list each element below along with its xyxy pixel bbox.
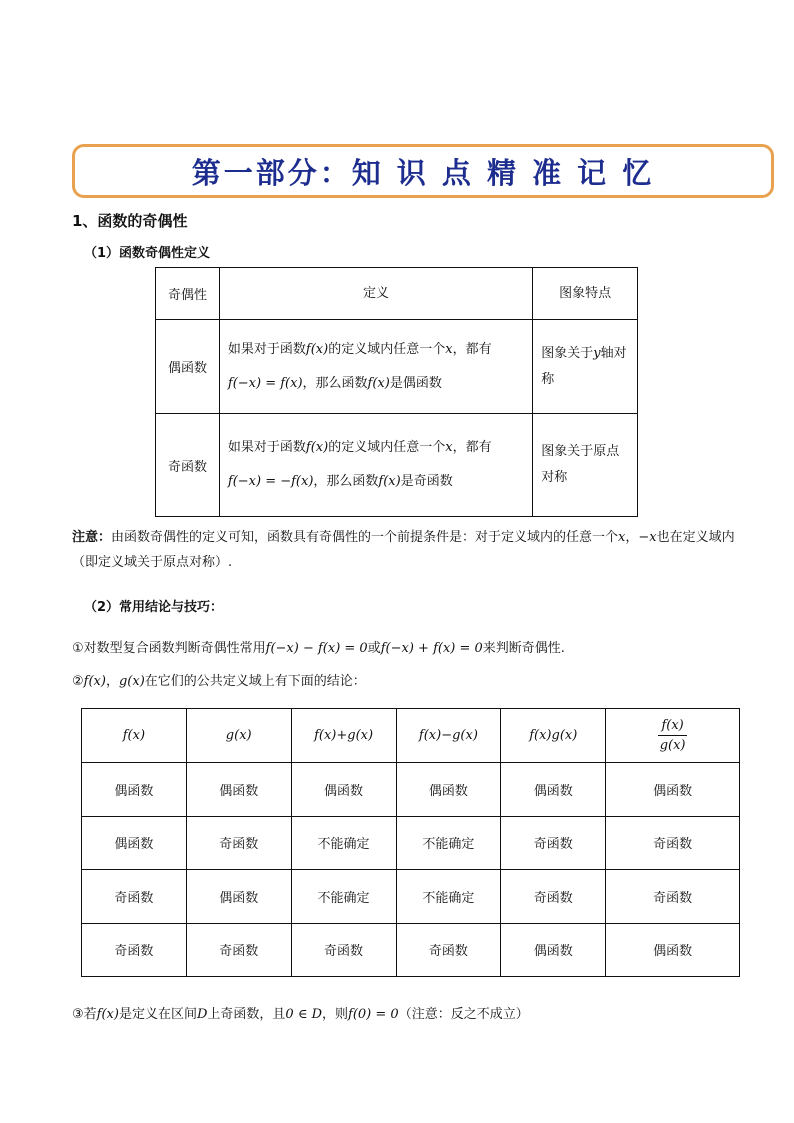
math-fx: f(x) (83, 674, 106, 689)
table-cell: 奇函数 (501, 870, 606, 924)
table-cell: 奇函数 (606, 870, 740, 924)
text: 也在定义域内（即定义域关于原点对称）. (72, 530, 735, 570)
row-name: 奇函数 (156, 414, 220, 517)
text: ， (105, 674, 119, 689)
text: ， (625, 530, 639, 545)
math-x: x (445, 440, 453, 455)
math-fx: f(x) (305, 341, 329, 357)
text: ③若 (72, 1007, 97, 1022)
table-cell: 偶函数 (82, 763, 187, 817)
text: 的定义域内任意一个 (328, 440, 446, 455)
table-cell: 不能确定 (291, 870, 396, 924)
header-cell: 图象特点 (533, 268, 638, 320)
table-cell: 偶函数 (82, 816, 187, 870)
math-fx: f(x) (305, 440, 329, 455)
feature-cell (533, 320, 638, 414)
feature-cell: 图象关于原点对称 (533, 414, 638, 517)
tip-item-2 (72, 670, 366, 689)
tip-item-3 (72, 1003, 529, 1022)
table-cell: 不能确定 (291, 816, 396, 870)
table-cell: 偶函数 (186, 870, 291, 924)
text: ①对数型复合函数判断奇偶性常用 (72, 641, 266, 656)
math-negx: −x (638, 530, 657, 545)
title-banner (72, 144, 774, 198)
table-row (156, 414, 638, 517)
text: 在它们的公共定义域上有下面的结论： (144, 674, 366, 689)
table-row (82, 763, 740, 817)
header-cell: g(x) (186, 709, 291, 763)
table-cell: 奇函数 (82, 923, 187, 977)
math-fx: f(x) (378, 474, 401, 489)
text: 轴对称 (541, 345, 627, 387)
definition-cell (219, 320, 532, 414)
text: 是奇函数 (400, 474, 453, 489)
header-cell-fraction (606, 709, 740, 763)
math-fx: f(x) (367, 375, 390, 391)
fraction-numerator: f(x) (658, 718, 686, 736)
math-y: y (593, 345, 601, 361)
table-cell: 奇函数 (501, 816, 606, 870)
header-cell: f(x) (82, 709, 187, 763)
subsection-heading-tips: （2）常用结论与技巧： (84, 600, 224, 615)
text: 上奇函数，且 (207, 1007, 286, 1022)
tip-item-1 (72, 637, 565, 656)
table-cell: 奇函数 (291, 923, 396, 977)
header-cell: 奇偶性 (156, 268, 220, 320)
text: 图象关于 (541, 345, 594, 361)
text: 如果对于函数 (227, 440, 306, 455)
table-cell: 偶函数 (396, 763, 501, 817)
header-cell: f(x)+g(x) (291, 709, 396, 763)
text: ，那么函数 (302, 375, 368, 391)
definition-cell (219, 414, 532, 517)
section-heading: 1、函数的奇偶性 (72, 212, 188, 230)
math-x: x (618, 530, 626, 545)
row-name: 偶函数 (156, 320, 220, 414)
text: 或 (367, 641, 381, 656)
subsection-heading-definition: （1）函数奇偶性定义 (84, 246, 211, 261)
math-equation: f(−x) + f(x) = 0 (380, 641, 483, 656)
table-cell: 奇函数 (606, 816, 740, 870)
fraction-denominator: g(x) (659, 738, 686, 753)
table-cell: 奇函数 (186, 816, 291, 870)
text: ，都有 (452, 341, 492, 357)
table-row (82, 870, 740, 924)
math-equation: f(−x) − f(x) = 0 (265, 641, 368, 656)
table-header-row (156, 268, 638, 320)
note-label: 注意： (72, 530, 112, 545)
text: ，都有 (452, 440, 492, 455)
fraction (658, 718, 686, 753)
math-fx: f(x) (96, 1007, 119, 1022)
table-cell: 偶函数 (501, 763, 606, 817)
text: ，则 (322, 1007, 349, 1022)
text: ② (72, 674, 84, 689)
table-cell: 偶函数 (606, 763, 740, 817)
table-cell: 偶函数 (291, 763, 396, 817)
parity-combination-table (81, 708, 740, 977)
table-cell: 偶函数 (501, 923, 606, 977)
math-equation: f(−x) = f(x) (227, 375, 303, 391)
table-header-row (82, 709, 740, 763)
math-gx: g(x) (118, 674, 145, 689)
math-result: f(0) = 0 (348, 1007, 399, 1022)
table-cell: 不能确定 (396, 816, 501, 870)
text: 是定义在区间 (118, 1007, 197, 1022)
text: 由函数奇偶性的定义可知，函数具有奇偶性的一个前提条件是：对于定义域内的任意一个 (111, 530, 619, 545)
table-cell: 奇函数 (186, 923, 291, 977)
table-cell: 奇函数 (82, 870, 187, 924)
page-title: 第一部分：知 识 点 精 准 记 忆 (191, 155, 655, 190)
text: 的定义域内任意一个 (328, 341, 446, 357)
table-row (82, 923, 740, 977)
math-condition: 0 ∈ D (285, 1007, 323, 1022)
math-D: D (196, 1007, 208, 1022)
table-row (156, 320, 638, 414)
table-cell: 奇函数 (396, 923, 501, 977)
header-cell: f(x)−g(x) (396, 709, 501, 763)
math-x: x (445, 341, 453, 357)
table-cell: 不能确定 (396, 870, 501, 924)
text: （注意：反之不成立） (398, 1007, 529, 1022)
table-cell: 偶函数 (606, 923, 740, 977)
text: 是偶函数 (389, 375, 442, 391)
table-cell: 偶函数 (186, 763, 291, 817)
parity-definition-table (155, 267, 638, 517)
text: 如果对于函数 (227, 341, 306, 357)
table-row (82, 816, 740, 870)
header-cell: f(x)g(x) (501, 709, 606, 763)
text: ，那么函数 (313, 474, 379, 489)
header-cell: 定义 (219, 268, 532, 320)
text: 来判断奇偶性. (482, 641, 565, 656)
note-paragraph (72, 525, 752, 575)
math-equation: f(−x) = −f(x) (227, 474, 314, 489)
